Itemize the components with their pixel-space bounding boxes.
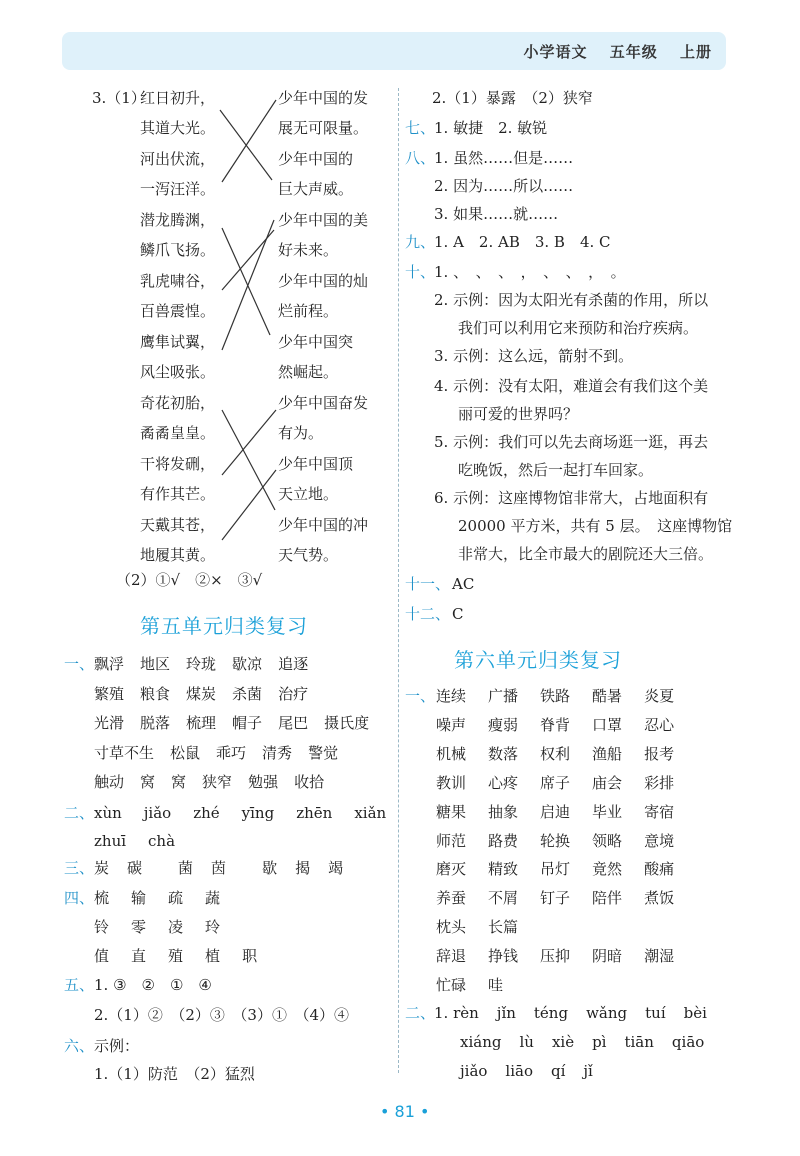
match-left-text: 矞矞皇皇。 — [140, 424, 216, 442]
match-left-text: 红日初升， — [140, 89, 216, 107]
s1-word: 追逐 — [278, 655, 309, 673]
u6-s2-pinyin: jǐn — [496, 1004, 516, 1022]
u6-s1-word: 酸痛 — [644, 860, 675, 879]
u6-s1-word: 忍心 — [644, 715, 675, 734]
s1-word: 窝 — [171, 773, 187, 791]
s4-word: 梳 — [94, 889, 110, 907]
u6-s1-word: 瘦弱 — [488, 715, 519, 734]
u6-s1-word: 不屑 — [488, 889, 519, 908]
u6-s1-word: 压抑 — [540, 947, 571, 966]
match-right-text: 天气势。 — [278, 546, 339, 564]
header-subject: 小学语文 — [523, 43, 588, 61]
s1-row — [94, 654, 324, 674]
s6-item-1: 1.（1）防范 （2）猛烈 — [94, 1065, 255, 1083]
u6-s1-word: 口罩 — [592, 715, 623, 734]
s9-label: 九、 — [405, 233, 436, 251]
s3-char: 竭 — [328, 859, 344, 877]
match-right-text: 巨大声威。 — [278, 180, 354, 198]
s1-word: 警觉 — [308, 743, 339, 762]
u6-s1-word: 铁路 — [540, 687, 571, 705]
s8-row-1: 1. 虽然……但是…… — [434, 149, 574, 167]
u6-s1-word: 师范 — [436, 831, 467, 850]
s2-word: zhuī — [94, 832, 127, 850]
u6-s2-pinyin: pì — [592, 1033, 607, 1051]
u6-s1-word: 潮湿 — [644, 947, 675, 966]
u6-s2-pinyin: qí — [551, 1062, 566, 1080]
u6-s2-pinyin: qiāo — [671, 1033, 705, 1051]
s1-word: 梳理 — [186, 714, 217, 732]
s10-item-6-line1: 6. 示例：这座博物馆非常大，占地面积有 — [434, 489, 709, 507]
s6-text: 示例： — [94, 1037, 140, 1055]
u6-s1-word: 寄宿 — [644, 802, 675, 821]
q3-part2: （2）①√ ②× ③√ — [116, 571, 263, 589]
u6-s1-word: 枕头 — [436, 918, 467, 937]
u6-s1-word: 哇 — [488, 976, 504, 994]
u6-s1-word: 阴暗 — [592, 947, 623, 966]
match-right-text: 好未来。 — [278, 241, 339, 259]
u6-s1-word: 炎夏 — [644, 687, 675, 705]
match-left-text: 一泻汪洋。 — [140, 180, 216, 198]
s11-text: AC — [452, 575, 475, 593]
u6-s1-word: 毕业 — [592, 802, 623, 821]
u6-s1-row — [436, 859, 696, 879]
u6-s2-row — [434, 1003, 725, 1023]
u6-s1-word: 彩排 — [644, 773, 675, 792]
s8-row-2: 2. 因为……所以…… — [434, 177, 574, 195]
s4-row — [94, 917, 242, 937]
match-left-text: 鳞爪飞扬。 — [140, 241, 216, 259]
match-right-text: 然崛起。 — [278, 363, 339, 381]
u6-s1-word: 吊灯 — [540, 860, 571, 879]
u6-s2-pinyin: jǐ — [583, 1062, 593, 1080]
s4-label: 四、 — [64, 889, 95, 907]
u6-s2-pinyin: tiān — [624, 1033, 654, 1051]
s1-word: 地区 — [140, 655, 171, 673]
match-left-text: 奇花初胎， — [140, 394, 216, 412]
s4-word: 玲 — [205, 918, 221, 936]
s3-char: 揭 — [295, 859, 311, 877]
u6-s1-row — [436, 917, 540, 937]
s10-item-6-line3: 非常大，比全市最大的剧院还大三倍。 — [458, 545, 714, 563]
u6-s2-pinyin: jiǎo — [460, 1062, 488, 1080]
match-right-text: 少年中国突 — [278, 333, 354, 351]
u6-s1-word: 抽象 — [488, 802, 519, 821]
s3-char: 碳 — [127, 859, 143, 877]
s4-word: 输 — [131, 889, 147, 907]
s1-row — [94, 713, 385, 733]
match-right-text: 烂前程。 — [278, 302, 339, 320]
s5-label: 五、 — [64, 976, 95, 994]
s2-word: zhēn — [296, 804, 333, 822]
match-right-text: 少年中国的发 — [278, 89, 369, 107]
u6-s1-word: 领略 — [592, 831, 623, 850]
s1-word: 摄氏度 — [324, 714, 370, 732]
match-left-text: 干将发硎， — [140, 455, 216, 473]
s1-word: 乖巧 — [216, 743, 247, 762]
match-left-text: 风尘吸张。 — [140, 363, 216, 381]
s1-word: 收拾 — [294, 773, 325, 791]
match-left-text: 天戴其苍， — [140, 516, 216, 534]
u6-s1-row — [436, 946, 696, 966]
page-number: • 81 • — [380, 1102, 430, 1121]
match-left-text: 河出伏流， — [140, 150, 216, 168]
s7-text: 1. 敏捷 2. 敏锐 — [434, 119, 548, 137]
s4-word: 值 — [94, 947, 110, 965]
s10-item-2-line2: 我们可以利用它来预防和治疗疾病。 — [458, 319, 699, 337]
s5-row-2: 2.（1）② （2）③ （3）① （4）④ — [94, 1006, 349, 1024]
s1-word: 煤炭 — [186, 684, 217, 703]
s1-row — [94, 684, 324, 704]
s2-label: 二、 — [64, 804, 95, 822]
match-left-text: 潜龙腾渊， — [140, 211, 216, 229]
s4-word: 疏 — [168, 889, 184, 907]
u6-s1-word: 糖果 — [436, 802, 467, 821]
u6-s1-word: 钉子 — [540, 889, 571, 908]
s1-word: 杀菌 — [232, 684, 263, 703]
s4-word: 铃 — [94, 918, 110, 936]
header-grade: 五年级 — [609, 43, 658, 61]
s1-word: 歇凉 — [232, 655, 263, 673]
u6-s2-pinyin: 1. rèn — [434, 1004, 479, 1022]
s3-label: 三、 — [64, 859, 95, 877]
s3-char: 歇 — [262, 859, 278, 877]
s10-item-5-line1: 5. 示例：我们可以先去商场逛一逛，再去 — [434, 433, 709, 451]
s1-word: 寸草不生 — [94, 743, 155, 762]
u6-s2-row — [460, 1032, 722, 1052]
s4-row — [94, 946, 279, 966]
s4-word: 蔬 — [205, 889, 221, 907]
u6-s1-word: 辞退 — [436, 947, 467, 966]
match-right-text: 展无可限量。 — [278, 119, 369, 137]
u6-s2-pinyin: wǎng — [586, 1004, 628, 1022]
s1-word: 玲珑 — [186, 655, 217, 673]
s10-item-6-line2: 20000 平方米，共有 5 层。 这座博物馆 — [458, 517, 733, 535]
s1-word: 清秀 — [262, 743, 293, 762]
match-left-text: 百兽震惶。 — [140, 302, 216, 320]
u6-s1-word: 酷暑 — [592, 687, 623, 705]
match-right-text: 少年中国顶 — [278, 455, 354, 473]
match-right-text: 有为。 — [278, 424, 324, 442]
s12-text: C — [452, 605, 464, 623]
u6-s1-row — [436, 831, 696, 851]
s1-row — [94, 743, 354, 763]
s1-word: 窝 — [140, 773, 156, 791]
match-right-text: 少年中国的灿 — [278, 272, 369, 290]
s10-item-1: 1. 、 、 、 ， 、 、 ， 。 — [434, 263, 626, 281]
s3-char: 炭 — [94, 859, 110, 877]
u6-s1-word: 广播 — [488, 687, 519, 705]
u6-s1-word: 煮饭 — [644, 889, 675, 908]
match-right-text: 少年中国的美 — [278, 211, 369, 229]
s8-label: 八、 — [405, 149, 436, 167]
s1-word: 治疗 — [278, 684, 309, 703]
s12-label: 十二、 — [405, 605, 451, 623]
match-line — [222, 220, 274, 350]
s2-word: chà — [148, 832, 176, 850]
s2-word: yīng — [241, 804, 275, 822]
u6-s1-word: 竟然 — [592, 860, 623, 879]
u6-s1-word: 权利 — [540, 744, 571, 763]
s1-word: 尾巴 — [278, 714, 309, 732]
s4-row — [94, 888, 242, 908]
s10-item-2-line1: 2. 示例：因为太阳光有杀菌的作用，所以 — [434, 291, 709, 309]
s8-row-3: 3. 如果……就…… — [434, 205, 559, 223]
match-line — [222, 470, 276, 540]
s1-word: 松鼠 — [170, 743, 201, 762]
unit6-title: 第六单元归类复习 — [454, 648, 622, 672]
s1-word: 帽子 — [232, 714, 263, 732]
u6-s2-label: 二、 — [405, 1004, 436, 1022]
u6-s1-word: 忙碌 — [436, 976, 467, 994]
match-line — [222, 410, 275, 510]
s1-row — [94, 772, 340, 792]
match-line — [222, 100, 276, 182]
u6-s1-word: 教训 — [436, 773, 467, 792]
s4-word: 殖 — [168, 947, 184, 965]
u6-s1-row — [436, 773, 696, 793]
s10-item-3: 3. 示例：这么远，箭射不到。 — [434, 347, 634, 365]
u6-s1-row — [436, 802, 696, 822]
match-left-text: 鹰隼试翼， — [140, 333, 216, 351]
match-right-text: 少年中国奋发 — [278, 394, 369, 412]
u6-s1-label: 一、 — [405, 687, 436, 705]
s2-word: zhé — [193, 804, 220, 822]
s2-word: xùn — [94, 804, 122, 822]
u6-s2-pinyin: xiè — [551, 1033, 575, 1051]
s1-word: 光滑 — [94, 714, 125, 732]
s1-label: 一、 — [64, 655, 95, 673]
u6-s2-pinyin: liāo — [505, 1062, 533, 1080]
match-right-text: 少年中国的冲 — [278, 516, 369, 534]
s3-row-line — [94, 858, 343, 878]
s2-row — [94, 803, 408, 823]
match-left-text: 乳虎啸谷， — [140, 272, 216, 290]
match-right-text: 天立地。 — [278, 485, 339, 503]
u6-s1-word: 心疼 — [488, 773, 519, 792]
u6-s1-word: 噪声 — [436, 715, 467, 734]
s3-char: 菌 — [178, 859, 194, 877]
s2-word: xiǎn — [354, 804, 387, 822]
u6-s1-word: 养蚕 — [436, 889, 467, 908]
header-volume: 上册 — [679, 43, 712, 61]
u6-s2-pinyin: bèi — [683, 1004, 707, 1022]
u6-s1-row — [436, 715, 696, 735]
s1-word: 脱落 — [140, 714, 171, 732]
u6-s1-word: 启迪 — [540, 802, 571, 821]
u6-s1-word: 报考 — [644, 744, 675, 763]
u6-s1-word: 数落 — [488, 744, 519, 763]
s11-label: 十一、 — [405, 575, 451, 593]
s4-word: 职 — [242, 947, 258, 965]
match-line — [222, 410, 276, 475]
u6-s1-word: 精致 — [488, 860, 519, 879]
u6-s2-pinyin: tuí — [645, 1004, 666, 1022]
s10-label: 十、 — [405, 263, 436, 281]
u6-s2-pinyin: xiáng — [460, 1033, 502, 1051]
s6-label: 六、 — [64, 1037, 95, 1055]
u6-s1-word: 挣钱 — [488, 947, 519, 966]
s10-item-5-line2: 吃晚饭，然后一起打车回家。 — [458, 461, 654, 479]
u6-s1-row — [436, 686, 696, 706]
s4-word: 直 — [131, 947, 147, 965]
u6-s1-word: 意境 — [644, 831, 675, 850]
s1-word: 狭窄 — [202, 773, 233, 791]
u6-s1-word: 长篇 — [488, 918, 519, 937]
u6-s1-word: 轮换 — [540, 831, 571, 850]
s4-word: 植 — [205, 947, 221, 965]
s7-label: 七、 — [405, 119, 436, 137]
u6-s1-word: 脊背 — [540, 715, 571, 734]
s4-word: 凌 — [168, 918, 184, 936]
u6-s1-word: 路费 — [488, 831, 519, 850]
u6-s1-row — [436, 744, 696, 764]
s1-word: 触动 — [94, 773, 125, 791]
u6-s1-row — [436, 975, 525, 995]
s1-word: 飘浮 — [94, 655, 125, 673]
u6-s1-word: 连续 — [436, 687, 467, 705]
s4-word: 零 — [131, 918, 147, 936]
u6-s1-row — [436, 888, 696, 908]
r-item-2: 2.（1）暴露 （2）狭窄 — [432, 89, 593, 107]
u6-s1-word: 庙会 — [592, 773, 623, 792]
u6-s1-word: 机械 — [436, 744, 467, 763]
u6-s1-word: 磨灭 — [436, 860, 467, 879]
s2-row — [94, 831, 197, 851]
u6-s1-word: 席子 — [540, 773, 571, 792]
s10-item-4-line1: 4. 示例：没有太阳，难道会有我们这个美 — [434, 377, 709, 395]
u6-s2-pinyin: lù — [519, 1033, 534, 1051]
match-left-text: 有作其芒。 — [140, 485, 216, 503]
u6-s1-word: 陪伴 — [592, 889, 623, 908]
s3-char: 茵 — [211, 859, 227, 877]
match-right-text: 少年中国的 — [278, 150, 354, 168]
match-left-text: 地履其黄。 — [140, 546, 216, 564]
s9-text: 1. A 2. AB 3. B 4. C — [434, 233, 611, 251]
s5-row-1: 1. ③ ② ① ④ — [94, 976, 212, 994]
q3-label: 3.（1） — [92, 89, 146, 107]
match-left-text: 其道大光。 — [140, 119, 216, 137]
u6-s1-word: 渔船 — [592, 744, 623, 763]
u6-s2-pinyin: téng — [533, 1004, 569, 1022]
s2-word: jiǎo — [143, 804, 172, 822]
s1-word: 粮食 — [140, 684, 171, 703]
s1-word: 勉强 — [248, 773, 279, 791]
u6-s2-row — [460, 1061, 611, 1081]
unit5-title: 第五单元归类复习 — [140, 614, 308, 638]
s1-word: 繁殖 — [94, 684, 125, 703]
s10-item-4-line2: 丽可爱的世界吗？ — [458, 405, 579, 423]
